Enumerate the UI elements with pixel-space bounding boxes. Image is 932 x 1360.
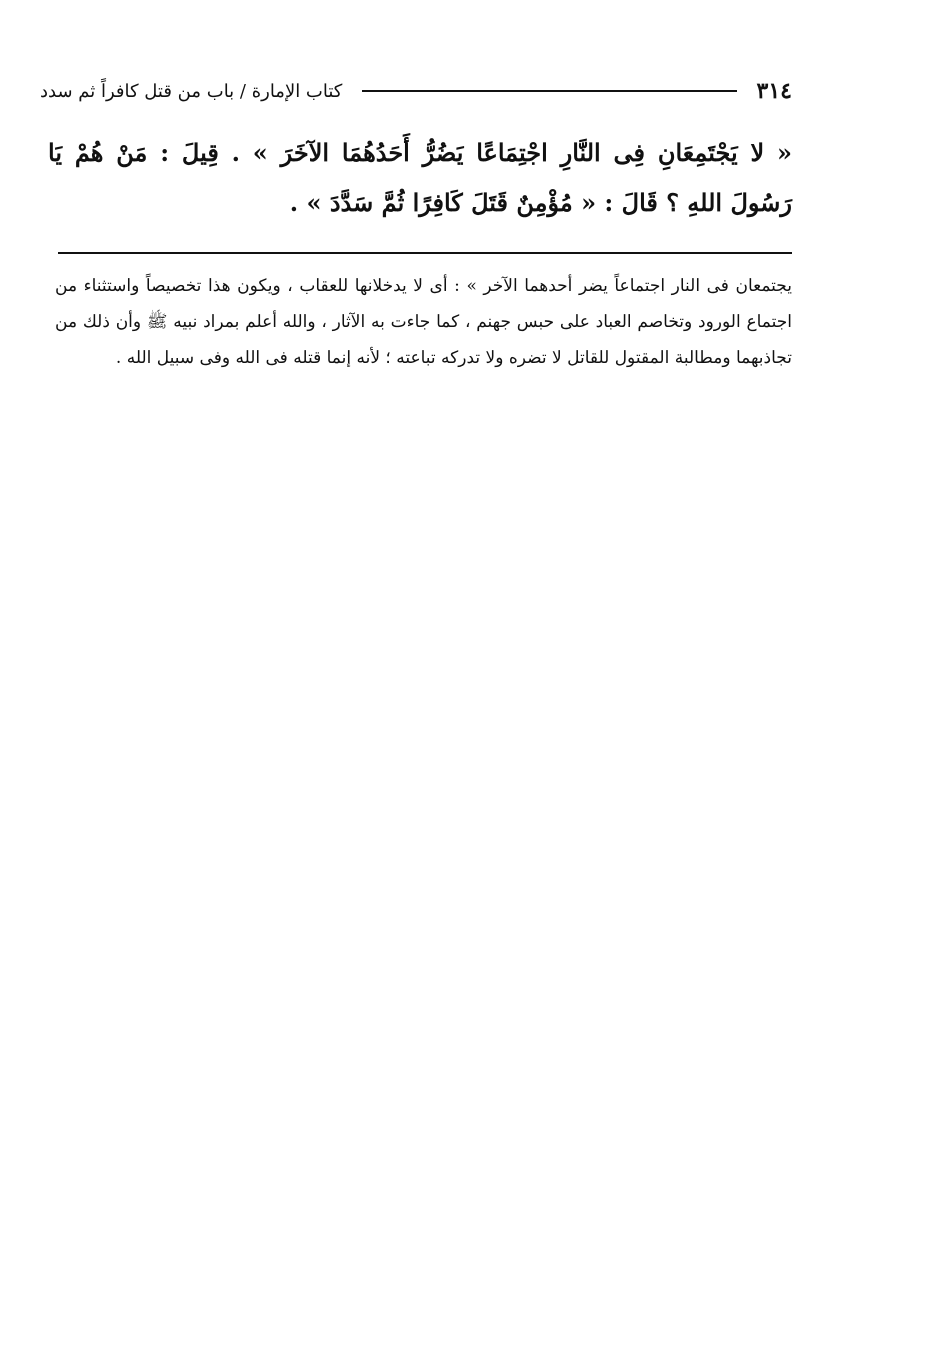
footnote-commentary: يجتمعان فى النار اجتماعاً يضر أحدهما الآخر » : أى لا يدخلانها للعقاب ، ويكون هذا تخصيصاً واستثناء من اجتماع الورود وتخاصم العباد على حبس جهنم ، كما جاءت به الآثار ، والله أعلم بمراد نبيه ﷺ وأن ذلك من تجاذبهما ومطالبة المقتول للقاتل لا تضره ولا تدركه تباعته ؛ لأنه إنما قتله فى الله وفى سبيل الله . [55,276,792,368]
footnote-separator [58,252,792,254]
page-header [40,74,792,108]
hadith-text: « لا يَجْتَمِعَانِ فِى النَّارِ اجْتِمَاعًا يَضُرُّ أَحَدُهُمَا الآخَرَ » . قِيلَ : مَنْ هُمْ يَا رَسُولَ اللهِ ؟ قَالَ : « مُؤْمِنٌ قَتَلَ كَافِرًا ثُمَّ سَدَّدَ » . [48,138,792,217]
page-number: ٣١٤ [756,78,792,104]
header-rule [362,90,736,92]
running-title: كتاب الإمارة / باب من قتل كافراً ثم سدد [40,80,343,102]
